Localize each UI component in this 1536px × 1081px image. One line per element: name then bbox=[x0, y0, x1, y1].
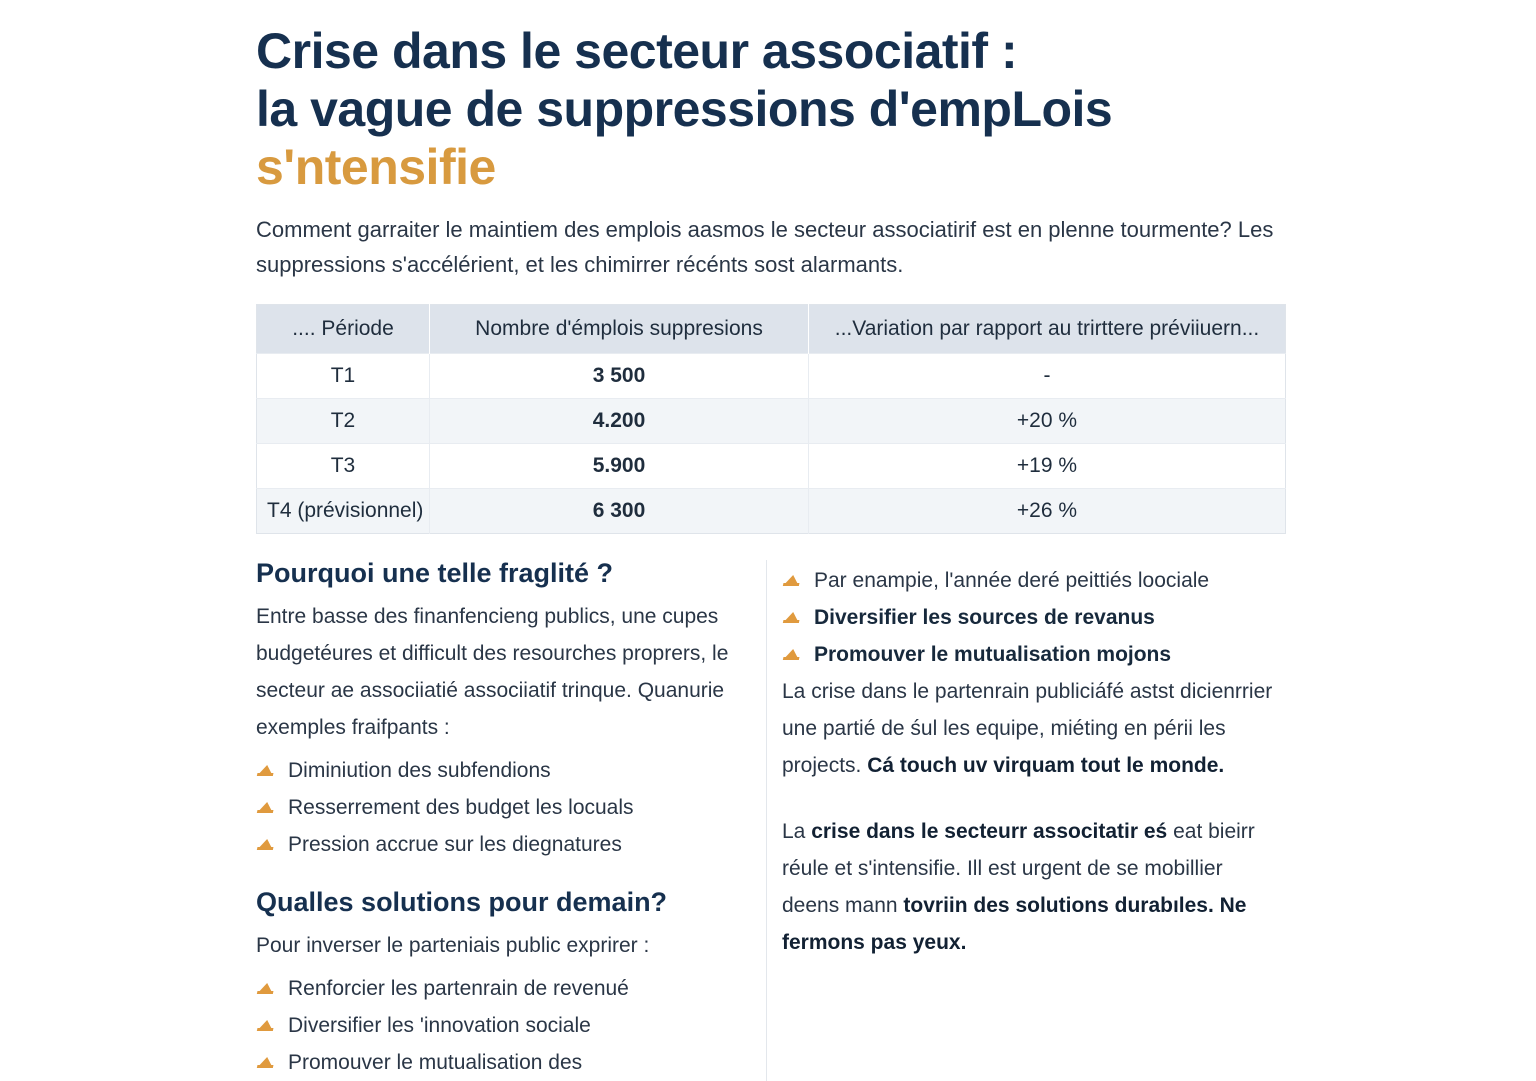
table-row bbox=[257, 444, 1286, 489]
cell-periode: T2 bbox=[257, 399, 430, 444]
conclusion-part3: eat bieirr réule et s'intensifie. Ill est urgent de se mobillier deens mann bbox=[782, 820, 1255, 917]
table-body bbox=[257, 354, 1286, 534]
triangle-bullet-icon bbox=[257, 1020, 275, 1031]
list-item bbox=[256, 789, 751, 826]
right-paragraph-conclusion bbox=[782, 813, 1277, 961]
table-row bbox=[257, 399, 1286, 444]
cell-nombre: 5.900 bbox=[430, 444, 809, 489]
triangle-bullet-icon bbox=[257, 765, 275, 776]
employment-cuts-table bbox=[256, 304, 1286, 534]
list-item bbox=[256, 1007, 751, 1044]
column-divider bbox=[766, 560, 767, 1081]
list-item bbox=[256, 752, 751, 789]
table-header-variation: ...Variation par rapport au trirttere préviiuern... bbox=[809, 305, 1286, 354]
cell-nombre: 3 500 bbox=[430, 354, 809, 399]
list-item bbox=[782, 599, 1277, 636]
conclusion-part2: crise dans le secteurr associtatir eś bbox=[811, 820, 1168, 843]
cell-variation: +26 % bbox=[809, 489, 1286, 534]
right-column bbox=[782, 556, 1277, 1081]
cell-periode: T3 bbox=[257, 444, 430, 489]
list-item-label: Diversifier les 'innovation sociale bbox=[288, 1014, 591, 1037]
two-column-section bbox=[256, 556, 1286, 1081]
triangle-bullet-icon bbox=[783, 612, 801, 623]
page-title bbox=[256, 0, 1286, 196]
title-line-3-accent: s'ntensifie bbox=[256, 139, 496, 195]
cell-variation: +20 % bbox=[809, 399, 1286, 444]
list-item-label: Pression accrue sur les diegnatures bbox=[288, 833, 622, 856]
list-item-label: Resserrement des budget les locuals bbox=[288, 796, 634, 819]
list-item-label: Renforcier les partenrain de revenué bbox=[288, 977, 629, 1000]
table-row bbox=[257, 489, 1286, 534]
list-item bbox=[782, 636, 1277, 673]
title-line-2: la vague de suppressions d'empLois bbox=[256, 81, 1113, 137]
conclusion-part1: La bbox=[782, 820, 812, 843]
list-item bbox=[782, 562, 1277, 599]
section-paragraph-solutions: Pour inverser le parteniais public exprirer : bbox=[256, 934, 650, 957]
table-header-periode: .... Période bbox=[257, 305, 430, 354]
cell-nombre: 6 300 bbox=[430, 489, 809, 534]
section-paragraph-fragilite: Entre basse des finanfencieng publics, une cupes budgetéures et difficult des resourches proprers, le secteur ae associiatié associiatif trinque. Quanurie exemples fraifpants : bbox=[256, 605, 729, 739]
triangle-bullet-icon bbox=[783, 649, 801, 660]
cell-periode: T1 bbox=[257, 354, 430, 399]
right-paragraph-impact-part2: Cá touch uv virquam tout le monde. bbox=[867, 754, 1225, 777]
list-item-label: Diminiution des subfendions bbox=[288, 759, 551, 782]
triangle-bullet-icon bbox=[257, 1057, 275, 1068]
table-row bbox=[257, 354, 1286, 399]
list-item-label: Diversifier les sources de revanus bbox=[814, 606, 1155, 629]
bullet-list-right bbox=[782, 562, 1277, 673]
conclusion-part4: tovriin des solutions durabıles. Ne fermons pas yeux. bbox=[782, 894, 1247, 954]
list-item-label: Promouver le mutualisation des bbox=[288, 1051, 583, 1074]
list-item bbox=[256, 1044, 751, 1081]
right-paragraph-impact-part1: La crise dans le partenrain publiciáfé astst dicienrrier une partié de śul les equipe, miéting en périi les projects. bbox=[782, 680, 1273, 777]
title-line-1: Crise dans le secteur associatif : bbox=[256, 23, 1018, 79]
list-item bbox=[256, 970, 751, 1007]
list-item-label: Promouver le mutualisation mojons bbox=[814, 643, 1172, 666]
left-column bbox=[256, 556, 751, 1081]
bullet-list-causes bbox=[256, 752, 751, 863]
table-header-row bbox=[257, 305, 1286, 354]
section-heading-fragilite: Pourquoi une telle fraglité ? bbox=[256, 558, 614, 588]
triangle-bullet-icon bbox=[783, 575, 801, 586]
article-page bbox=[256, 0, 1286, 1074]
intro-paragraph: Comment garraiter le maintiem des emplois aasmos le secteur associatirif est en plenne tourmente? Les suppressions s'accélérient, et les chimirrer récénts sost alarmants. bbox=[256, 217, 1274, 277]
cell-nombre: 4.200 bbox=[430, 399, 809, 444]
table-header-nombre: Nombre d'émplois suppresions bbox=[430, 305, 809, 354]
triangle-bullet-icon bbox=[257, 802, 275, 813]
cell-variation: - bbox=[809, 354, 1286, 399]
list-item bbox=[256, 826, 751, 863]
section-heading-solutions: Qualles solutions pour demain? bbox=[256, 887, 668, 917]
cell-periode: T4 (prévisionnel) bbox=[257, 489, 430, 534]
triangle-bullet-icon bbox=[257, 839, 275, 850]
cell-variation: +19 % bbox=[809, 444, 1286, 489]
triangle-bullet-icon bbox=[257, 983, 275, 994]
bullet-list-solutions bbox=[256, 970, 751, 1081]
right-paragraph-impact bbox=[782, 673, 1277, 784]
list-item-label: Par enampie, l'année deré peittiés loociale bbox=[814, 569, 1210, 592]
